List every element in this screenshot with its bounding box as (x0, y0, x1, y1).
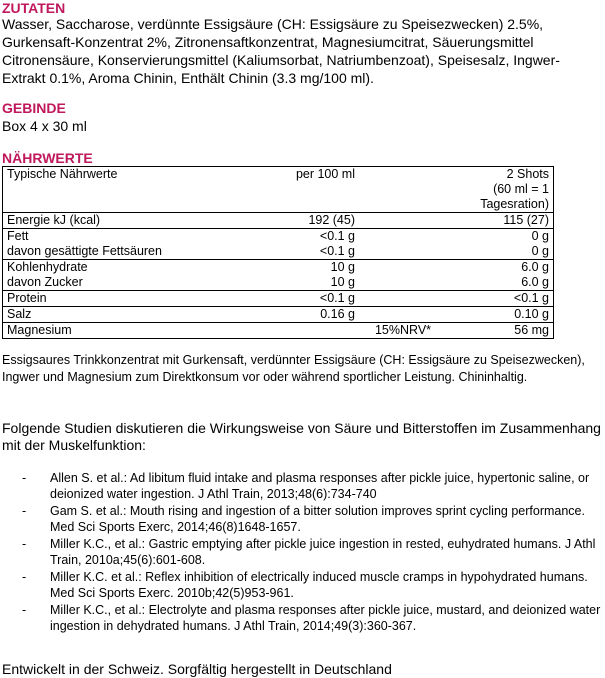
row-label: davon Zucker (3, 275, 242, 291)
row-per100: <0.1 g (241, 291, 359, 307)
row-empty (359, 213, 447, 229)
row-per100: 0.16 g (241, 307, 359, 323)
nutrition-row (3, 229, 554, 245)
row-per100: 10 g (241, 260, 359, 276)
row-shots: 115 (27) (447, 213, 554, 229)
row-shots: 6.0 g (447, 275, 554, 291)
nutrition-header-row (3, 167, 554, 183)
dash-bullet: - (22, 537, 27, 551)
nutrition-row (3, 307, 554, 323)
nutrition-row (3, 260, 554, 276)
row-empty (359, 275, 447, 291)
dash-bullet: - (22, 504, 27, 518)
header-empty-cell (241, 182, 359, 213)
row-empty (359, 244, 447, 260)
reference-text: Miller K.C., et al.: Electrolyte and plasma responses after pickle juice, mustard, and deionized water ingestion in dehydrated humans. J Athl Train, 2014;49(3):360-367. (50, 603, 601, 633)
header-empty (359, 167, 447, 183)
dash-bullet: - (22, 570, 27, 584)
row-per100: 192 (45) (241, 213, 359, 229)
gebinde-text: Box 4 x 30 ml (2, 118, 87, 134)
row-shots: 6.0 g (447, 260, 554, 276)
nutrition-row (3, 213, 554, 229)
row-shots: 0.10 g (447, 307, 554, 323)
list-item (22, 569, 602, 601)
list-item (22, 536, 602, 568)
studien-intro: Folgende Studien diskutieren die Wirkungsweise von Säure und Bitterstoffen im Zusammenhang mit der Muskelfunktion: (2, 420, 601, 453)
header-empty-cell (3, 182, 242, 213)
header-typische-naehrwerte: Typische Nährwerte (3, 167, 242, 183)
nutrition-row (3, 291, 554, 307)
row-label: Magnesium (3, 323, 242, 339)
row-shots: 0 g (447, 244, 554, 260)
row-label: Fett (3, 229, 242, 245)
list-item (22, 470, 602, 502)
product-description: Essigsaures Trinkkonzentrat mit Gurkensaft, verdünnter Essigsäure (CH: Essigsäure zu Speisezwecken), Ingwer und Magnesium zum Direktkonsum vor oder während sportlicher Leistung. Chininhaltig. (2, 353, 585, 384)
nutrition-table (2, 166, 554, 339)
naehrwerte-heading: NÄHRWERTE (2, 150, 93, 166)
row-label: davon gesättigte Fettsäuren (3, 244, 242, 260)
row-nrv: 15%NRV* (359, 323, 447, 339)
header-tagesration: (60 ml = 1 Tagesration) (447, 182, 554, 213)
list-item (22, 602, 602, 634)
row-empty (359, 229, 447, 245)
row-shots: 56 mg (447, 323, 554, 339)
reference-text: Miller K.C. et al.: Reflex inhibition of electrically induced muscle cramps in hypohydrated humans. Med Sci Sports Exerc. 2010b;42(5)953-961. (50, 570, 588, 600)
row-per100: 10 g (330, 275, 355, 289)
row-empty (359, 260, 447, 276)
reference-text: Gam S. et al.: Mouth rising and ingestion of a bitter solution improves sprint cycling performance. Med Sci Sports Exerc, 2014;46(8)1648-1657. (50, 504, 585, 534)
row-shots: <0.1 g (447, 291, 554, 307)
gebinde-heading: GEBINDE (2, 100, 66, 116)
list-item (22, 503, 602, 535)
footer-text: Entwickelt in der Schweiz. Sorgfältig hergestellt in Deutschland (2, 661, 392, 677)
zutaten-text: Wasser, Saccharose, verdünnte Essigsäure (CH: Essigsäure zu Speisezwecken) 2.5%, Gurkensaft-Konzentrat 2%, Zitronensaftkonzentrat, Magnesiumcitrat, Säuerungsmittel Citronensäure, Konservierungsmittel (Kaliumsorbat, Natriumbenzoat), Speisesalz, Ingwer-Extrakt 0.1%, Aroma Chinin, Enthält Chinin (3.3 mg/100 ml). (2, 16, 560, 86)
nutrition-row (3, 244, 554, 260)
row-label: Protein (3, 291, 242, 307)
reference-list (22, 470, 602, 635)
row-label: Salz (3, 307, 242, 323)
reference-text: Miller K.C., et al.: Gastric emptying after pickle juice ingestion in rested, euhydrated humans. J Athl Train, 2010a;45(6):601-608. (50, 537, 596, 567)
header-empty-cell (359, 182, 447, 213)
header-per-100ml: per 100 ml (241, 167, 359, 183)
nutrition-row-magnesium (3, 323, 554, 339)
row-label: Kohlenhydrate (3, 260, 242, 276)
nutrition-row (3, 275, 554, 291)
zutaten-heading: ZUTATEN (2, 0, 66, 16)
reference-text: Allen S. et al.: Ad libitum fluid intake and plasma responses after pickle juice, hypertonic saline, or deionized water ingestion. J Athl Train, 2013;48(6):734-740 (50, 471, 590, 501)
row-per100: <0.1 g (319, 244, 355, 258)
row-empty (241, 323, 359, 339)
row-shots: 0 g (447, 229, 554, 245)
row-empty (359, 307, 447, 323)
dash-bullet: - (22, 471, 27, 485)
row-empty (359, 291, 447, 307)
row-per100: <0.1 g (241, 229, 359, 245)
dash-bullet: - (22, 603, 27, 617)
row-label: Energie kJ (kcal) (3, 213, 242, 229)
header-2-shots: 2 Shots (447, 167, 554, 183)
nutrition-header-row-2 (3, 182, 554, 213)
